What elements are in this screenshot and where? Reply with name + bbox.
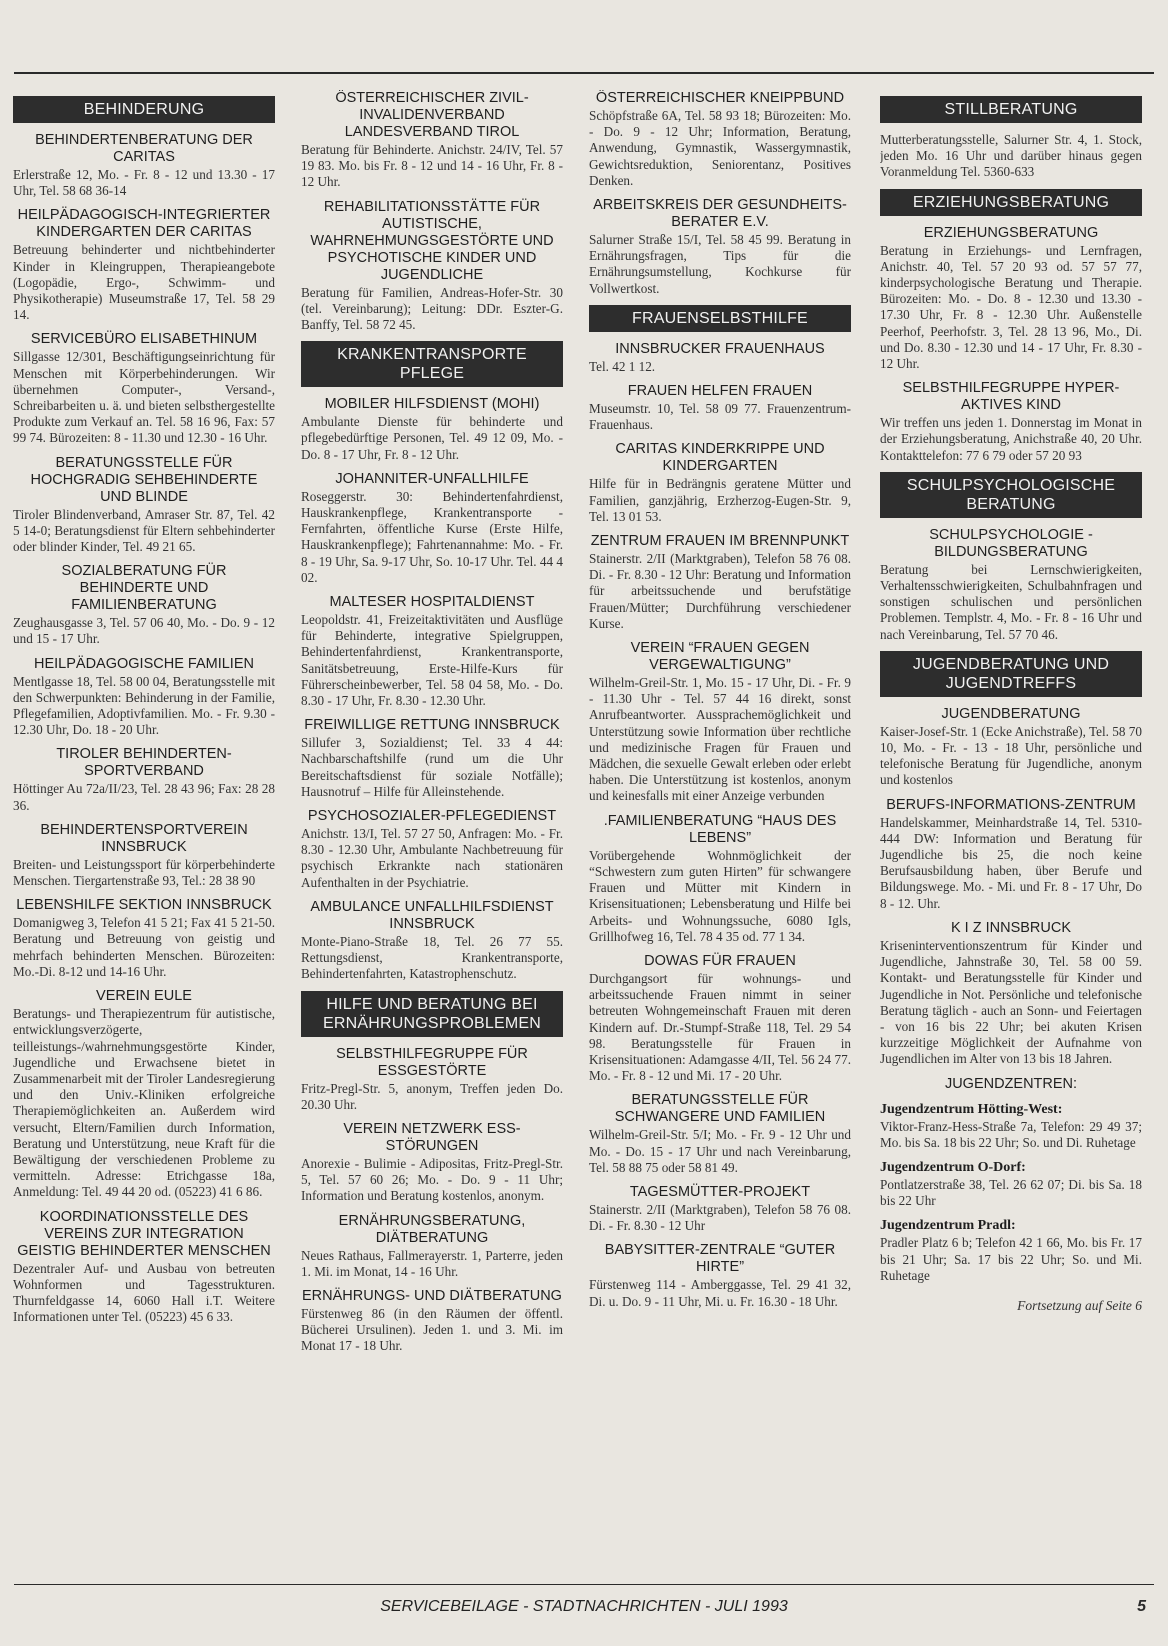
column-4 [880, 90, 1142, 1570]
entry-body: Fürstenweg 86 (in den Räumen der öffentl. Bücherei Ursulinen). Jeden 1. und 3. Mi. im Monat 17 - 18 Uhr. [301, 1305, 563, 1354]
entry-body: Pontlatzerstraße 38, Tel. 26 62 07; Di. bis Sa. 18 bis 22 Uhr [880, 1176, 1142, 1209]
entry-body: Beratungs- und Therapiezentrum für autistische, entwicklungsverzögerte, teilleistungs-/wahrnehmungsgestörte Kinder, Jugendliche und Erwachsene bietet in Zusammenarbeit mit der Tiroler Landesregierung und den Univ.-Kliniken erfolgreiche Therapiemöglichkeiten an. Außerdem wird versucht, Eltern/Familien durch Information, Beratung und Unterstützung, neue Kraft für die Bewältigung der verschiedenen Probleme zu vermitteln. Adresse: Etrichgasse 18a, Anmeldung: Tel. 49 44 20 od. (05223) 41 6 86. [13, 1006, 275, 1200]
section-header: KRANKENTRANSPORTE PFLEGE [301, 341, 563, 387]
directory-entry [13, 822, 275, 889]
entry-title: ERNÄHRUNGS- UND DIÄTBERATUNG [302, 1287, 562, 1304]
entry-title: ÖSTERREICHISCHER ZIVIL-INVALIDENVERBAND LANDESVERBAND TIROL [335, 90, 529, 140]
section-header: SCHULPSYCHOLOGISCHE BERATUNG [880, 472, 1142, 518]
section-header: STILLBERATUNG [880, 96, 1142, 123]
directory-entry [301, 471, 563, 586]
entry-body: Museumstr. 10, Tel. 58 09 77. Frauenzentrum-Frauenhaus. [589, 401, 851, 433]
directory-entry [13, 132, 275, 199]
entry-body: Dezentraler Auf- und Ausbau von betreuten Wohnformen und Tagesstrukturen. Thurnfeldgasse 14, 6060 Hall i.T. Weitere Informationen unter Tel. (05223) 45 6 33. [13, 1260, 275, 1325]
directory-entry [13, 746, 275, 813]
directory-entry [301, 1121, 563, 1205]
entry-title: Jugendzentrum Hötting-West: [880, 1101, 1063, 1117]
entry-body: Salurner Straße 15/I, Tel. 58 45 99. Beratung in Ernährungsfragen, Tips für die Ernährungsumstellung, Kochkurse für Vollwertkost. [589, 232, 851, 296]
directory-entry [589, 1184, 851, 1234]
entry-body: Domanigweg 3, Telefon 41 5 21; Fax 41 5 21-50. Beratung und Betreuung von geistig und mehrfach behinderten Menschen. Bürozeiten: Mo.-Di. 8-12 und 14-16 Uhr. [13, 915, 275, 979]
directory-entry [880, 132, 1142, 181]
entry-title: FRAUEN HELFEN FRAUEN [627, 383, 813, 400]
entry-body: Sillufer 3, Sozialdienst; Tel. 33 4 44: Nachbarschaftshilfe (rund um die Uhr Bereitschaftsdienst für soziale Notfälle); Hausnotruf – Hilfe für Alleinstehende. [301, 735, 563, 799]
entry-title: REHABILITATIONSSTÄTTE FÜR AUTISTISCHE, WAHRNEHMUNGSGESTÖRTE UND PSYCHOTISCHE KINDER UND JUGENDLICHE [310, 198, 554, 283]
entry-title: DOWAS FÜR FRAUEN [644, 952, 796, 969]
directory-entry [301, 899, 563, 983]
entry-body: Tel. 42 1 12. [589, 358, 656, 374]
directory-entry [880, 1076, 1142, 1093]
directory-entry [589, 441, 851, 525]
entry-body: Sillgasse 12/301, Beschäftigungseinrichtung für Menschen mit Körperbehinderungen. Wir übernehmen Computer-, Versand-, Schreibarbeiten u. ä. und bieten selbsthergestellte Produkte zum Verkauf an. Tel. 58 16 96, Fax: 57 99 74. Bürozeiten: 8 - 11.30 und 12.30 - 16 Uhr. [13, 349, 275, 446]
entry-title: JUGENDZENTREN: [944, 1075, 1078, 1092]
entry-body: Anichstr. 13/I, Tel. 57 27 50, Anfragen: Mo. - Fr. 8.30 - 12.30 Uhr, Ambulante Nachbetreuung für psychisch Erkrankte nach stationären Aufenthalten in der Psychiatrie. [301, 826, 563, 890]
directory-entry [13, 1209, 275, 1326]
entry-title: TAGESMÜTTER-PROJEKT [629, 1183, 811, 1200]
top-rule [14, 72, 1154, 74]
entry-title: PSYCHOSOZIALER-PFLEGEDIENST [307, 808, 557, 825]
entry-title: Jugendzentrum O-Dorf: [880, 1159, 1026, 1175]
directory-entry [589, 341, 851, 375]
entry-body: Höttinger Au 72a/II/23, Tel. 28 43 96; Fax: 28 28 36. [13, 781, 275, 813]
continuation-note: Fortsetzung auf Seite 6 [1017, 1297, 1142, 1313]
entry-title: ZENTRUM FRAUEN IM BRENNPUNKT [590, 533, 850, 550]
entry-body: Beratung für Behinderte. Anichstr. 24/IV, Tel. 57 19 83. Mo. bis Fr. 8 - 12 und 14 - 16 Uhr, Fr. 8 - 12 Uhr. [301, 142, 563, 190]
directory-entry [589, 953, 851, 1084]
entry-title: MALTESER HOSPITALDIENST [329, 594, 535, 611]
entry-body: Tiroler Blindenverband, Amraser Str. 87, Tel. 42 5 14-0; Beratungsdienst für Eltern sehbehinderter oder blinder Kinder, Tel. 49 21 65. [13, 506, 275, 555]
entry-body: Betreuung behinderter und nichtbehinderter Kinder in Kleingruppen, Therapieangebote (Logopädie, Ergo-, Schwimm- und Physikotherapie) Museumstraße 17, Tel. 58 29 14. [13, 242, 275, 323]
entry-body: Stainerstr. 2/II (Marktgraben), Telefon 58 76 08. Di. - Fr. 8.30 - 12 Uhr [589, 1201, 851, 1234]
entry-title: SELBSTHILFEGRUPPE FÜR ESSGESTÖRTE [336, 1045, 528, 1079]
entry-body: Zeughausgasse 3, Tel. 57 06 40, Mo. - Do. 9 - 12 und 15 - 17 Uhr. [13, 615, 275, 647]
entry-title: INNSBRUCKER FRAUENHAUS [615, 340, 825, 357]
entry-title: BERUFS-INFORMATIONS-ZENTRUM [886, 796, 1136, 813]
entry-body: Wilhelm-Greil-Str. 1, Mo. 15 - 17 Uhr, Di. - Fr. 9 - 11.30 Uhr - Tel. 57 44 16 direkt, sonst Anrufbeantworter. Aussprachemöglichkeit und Unterstützung sowie Information über rechtliche und medizinische Fragen für Frauen und Mädchen, die sexuelle Gewalt erleben oder erlebt haben. Die Unterstützung ist kostenlos, anonym und keinesfalls mit einer Anzeige verbunden [589, 675, 851, 804]
directory-entry [13, 897, 275, 980]
entry-title: FREIWILLIGE RETTUNG INNSBRUCK [304, 717, 560, 734]
section-header: HILFE UND BERATUNG BEI ERNÄHRUNGSPROBLEMEN [301, 991, 563, 1037]
directory-entry [589, 90, 851, 189]
directory-entry [880, 706, 1142, 789]
directory-entry [589, 640, 851, 805]
directory-entry [13, 988, 275, 1200]
page-number: 5 [1137, 1598, 1146, 1615]
entry-title: ERZIEHUNGSBERATUNG [923, 224, 1099, 241]
entry-title: VEREIN EULE [96, 988, 192, 1005]
directory-entry [880, 527, 1142, 643]
entry-title: CARITAS KINDERKRIPPE UND KINDERGARTEN [615, 441, 825, 475]
section-header: FRAUENSELBSTHILFE [589, 305, 851, 332]
column-3 [589, 90, 851, 1570]
directory-entry [13, 331, 275, 446]
entry-body: Schöpfstraße 6A, Tel. 58 93 18; Bürozeiten: Mo. - Do. 9 - 12 Uhr; Information, Beratung, Anwendung, Gymnastik, Wassergymnastik, Gewichtsreduktion, Seniorentanz, Positives Denken. [589, 108, 851, 188]
entry-body: Mentlgasse 18, Tel. 58 00 04, Beratungsstelle mit den Schwerpunkten: Behinderung in der Familie, Pflegefamilien, Adoptivfamilien. Mo. - Fr. 9.30 - 12.30 Uhr, Do. 18 - 20 Uhr. [13, 673, 275, 738]
entry-body: Beratung bei Lernschwierigkeiten, Verhaltensschwierigkeiten, Schulbahnfragen und sonstigen schulischen und persönlichen Problemen. Templstr. 4, Mo. - Fr. 8 - 16 Uhr und nach Vereinbarung, Tel. 57 70 46. [880, 561, 1142, 642]
entry-title: SCHULPSYCHOLOGIE - BILDUNGSBERATUNG [929, 526, 1093, 560]
section-header: JUGENDBERATUNG UND JUGENDTREFFS [880, 651, 1142, 697]
entry-title: VEREIN “FRAUEN GEGEN VERGEWALTIGUNG” [630, 640, 810, 674]
directory-entry [589, 1092, 851, 1176]
entry-title: ERNÄHRUNGSBERATUNG, DIÄTBERATUNG [338, 1212, 526, 1246]
youth-center-entry [880, 1159, 1142, 1209]
youth-center-entry [880, 1217, 1142, 1284]
directory-entry [880, 920, 1142, 1068]
entry-body: Erlerstraße 12, Mo. - Fr. 8 - 12 und 13.30 - 17 Uhr, Tel. 58 68 36-14 [13, 167, 275, 199]
entry-title: SOZIALBERATUNG FÜR BEHINDERTE UND FAMILIENBERATUNG [61, 563, 227, 614]
entry-body: Roseggerstr. 30: Behindertenfahrdienst, Hauskrankenpflege, Krankentransporte - Fernfahrten, öffentliche Kurse (Erste Hilfe, Hauskrankenpflege); Fahrtenannahme: Mo. - Fr. 8 - 19 Uhr, Sa. 9-17 Uhr, So. 10-17 Uhr. Tel. 44 4 02. [301, 488, 563, 585]
entry-title: KOORDINATIONSSTELLE DES VEREINS ZUR INTEGRATION GEISTIG BEHINDERTER MENSCHEN [17, 1208, 271, 1259]
directory-entry [301, 90, 563, 191]
directory-entry [301, 396, 563, 463]
directory-entry [880, 380, 1142, 464]
entry-title: SERVICEBÜRO ELISABETHINUM [30, 331, 258, 348]
entry-title: Jugendzentrum Pradl: [880, 1218, 1016, 1234]
entry-title: K I Z INNSBRUCK [950, 919, 1072, 936]
entry-title: LEBENSHILFE SEKTION INNSBRUCK [16, 897, 272, 914]
directory-entry [301, 1213, 563, 1280]
entry-body: Monte-Piano-Straße 18, Tel. 26 77 55. Rettungsdienst, Krankentransporte, Behindertenfahrten, Katastrophenschutz. [301, 933, 563, 982]
entry-body: Anorexie - Bulimie - Adipositas, Fritz-Pregl-Str. 5, Tel. 57 60 26; Mo. - Do. 9 - 11 Uhr; Information und Beratung kostenlos, anonym. [301, 1155, 563, 1204]
directory-entry [13, 563, 275, 647]
directory-entry [13, 455, 275, 556]
directory-entry [880, 797, 1142, 912]
entry-title: ARBEITSKREIS DER GESUNDHEITS-BERATER E.V. [593, 197, 847, 231]
directory-entry [301, 1046, 563, 1113]
entry-title: VEREIN NETZWERK ESS-STÖRUNGEN [343, 1120, 521, 1154]
entry-body: Mutterberatungsstelle, Salurner Str. 4, 1. Stock, jeden Mo. 16 Uhr und darüber hinaus gegen Voranmeldung Tel. 5360-633 [880, 132, 1142, 180]
entry-title: JUGENDBERATUNG [941, 705, 1081, 722]
entry-body: Kaiser-Josef-Str. 1 (Ecke Anichstraße), Tel. 58 70 10, Mo. - Fr. - 13 - 18 Uhr, persönliche und telefonische Beratung für Jugendliche, anonym und kostenlos [880, 723, 1142, 788]
footer-text: SERVICEBEILAGE - STADTNACHRICHTEN - JULI 1993 [380, 1598, 788, 1615]
entry-body: Stainerstr. 2/II (Marktgraben), Telefon 58 76 08. Di. - Fr. 8.30 - 12 Uhr: Beratung und Information für arbeitssuchende und berufstätige Frauen/Mütter; Durchführung verschiedener Kurse. [589, 551, 851, 631]
directory-entry [301, 594, 563, 709]
directory-entry [13, 207, 275, 323]
entry-body: Vorübergehende Wohnmöglichkeit der “Schwestern zum guten Hirten” für schwangere Frauen und Mütter mit Kindern in Krisensituationen; Lebensberatung und Hilfe bei Arbeits- und Wohnungssuche, 6080 Igls, Grillhofweg 16, Tel. 78 4 35 od. 77 1 34. [589, 847, 851, 944]
entry-title: HEILPÄDAGOGISCH-INTEGRIERTER KINDERGARTEN DER CARITAS [17, 207, 271, 241]
bottom-rule [14, 1584, 1154, 1585]
directory-entry [589, 813, 851, 945]
entry-title: SELBSTHILFEGRUPPE HYPER-AKTIVES KIND [902, 380, 1120, 414]
directory-entry [13, 656, 275, 739]
directory-entry [589, 533, 851, 632]
entry-title: .FAMILIENBERATUNG “HAUS DES LEBENS” [603, 812, 837, 846]
directory-entry [301, 199, 563, 334]
entry-title: BABYSITTER-ZENTRALE “GUTER HIRTE” [604, 1242, 836, 1276]
entry-title: JOHANNITER-UNFALLHILFE [335, 470, 529, 487]
directory-entry [301, 1288, 563, 1355]
directory-entry [589, 197, 851, 297]
entry-title: TIROLER BEHINDERTEN-SPORTVERBAND [56, 746, 232, 780]
entry-body: Handelskammer, Meinhardstraße 14, Tel. 5310-444 DW: Information und Beratung für Jugendliche bis 25, die noch keine Berufsausbildung haben, über Berufe und Bildungswege. Mo. - Mi. und Fr. 8 - 17 Uhr, Do 8 - 12. Uhr. [880, 814, 1142, 911]
entry-body: Wilhelm-Greil-Str. 5/I; Mo. - Fr. 9 - 12 Uhr und Mo. - Do. 15 - 17 Uhr und nach Vereinbarung, Tel. 58 88 75 oder 58 81 49. [589, 1127, 851, 1175]
section-header: BEHINDERUNG [13, 96, 275, 123]
entry-body: Wir treffen uns jeden 1. Donnerstag im Monat in der Erziehungsberatung, Anichstraße 40, 20 Uhr. Kontakttelefon: 77 6 79 oder 57 20 93 [880, 415, 1142, 463]
entry-title: BERATUNGSSTELLE FÜR HOCHGRADIG SEHBEHINDERTE UND BLINDE [30, 454, 258, 505]
entry-title: ÖSTERREICHISCHER KNEIPPBUND [595, 90, 845, 106]
entry-title: HEILPÄDAGOGISCHE FAMILIEN [34, 655, 254, 672]
entry-body: Durchgangsort für wohnungs- und arbeitssuchende Frauen nimmt in seiner betreuten Wohngemeinschaft Frauen mit deren Kindern auf. Dr.-Stumpf-Straße 118, Tel. 29 54 98. Beratungsstelle für Frauen in Krisensituationen: Adamgasse 4/II, Tel. 56 24 77. Mo. - Fr. 8 - 12 und Mi. 17 - 20 Uhr. [589, 970, 851, 1084]
entry-title: MOBILER HILFSDIENST (MOHI) [324, 396, 540, 413]
youth-center-entry [880, 1101, 1142, 1151]
entry-body: Hilfe für in Bedrängnis geratene Mütter und Familien, ganzjährig, Erzherzog-Eugen-Str. 9, Tel. 13 01 53. [589, 476, 851, 524]
entry-body: Neues Rathaus, Fallmerayerstr. 1, Parterre, jeden 1. Mi. im Monat, 14 - 16 Uhr. [301, 1247, 563, 1279]
column-2 [301, 90, 563, 1570]
entry-title: BEHINDERTENBERATUNG DER CARITAS [35, 132, 253, 165]
entry-body: Breiten- und Leistungssport für körperbehinderte Menschen. Tiergartenstraße 93, Tel.: 28 38 90 [13, 856, 275, 889]
entry-body: Fürstenweg 114 - Amberggasse, Tel. 29 41 32, Di. u. Do. 9 - 11 Uhr, Mi. u. Fr. 16.30 - 18 Uhr. [589, 1277, 851, 1309]
directory-entry [301, 717, 563, 800]
directory-entry [880, 225, 1142, 373]
entry-title: BERATUNGSSTELLE FÜR SCHWANGERE UND FAMILIEN [614, 1092, 826, 1126]
entry-title: AMBULANCE UNFALLHILFSDIENST INNSBRUCK [310, 898, 554, 932]
directory-entry [301, 808, 563, 891]
entry-body: Pradler Platz 6 b; Telefon 42 1 66, Mo. bis Fr. 17 bis 21 Uhr; Sa. 17 bis 22 Uhr; So. und Mi. Ruhetage [880, 1235, 1142, 1283]
entry-title: BEHINDERTENSPORTVEREIN INNSBRUCK [40, 821, 248, 855]
entry-body: Beratung für Familien, Andreas-Hofer-Str. 30 (tel. Vereinbarung); Leitung: DDr. Eszter-G. Banffy, Tel. 58 72 45. [301, 284, 563, 333]
entry-body: Viktor-Franz-Hess-Straße 7a, Telefon: 29 49 37; Mo. bis Sa. 18 bis 22 Uhr; So. und Di. Ruhetage [880, 1118, 1142, 1150]
entry-body: Beratung in Erziehungs- und Lernfragen, Anichstr. 40, Tel. 57 20 93 od. 57 57 77, kinderpsychologische Beratung und Therapie. Bürozeiten: Mo. - Do. 8 - 12.30 und 13.30 - 17.30 Uhr, Fr. 8 - 12.30 Uhr. Außenstelle Peerhof, Peerhofstr. 3, Tel. 28 13 96, Mo., Di. und Do. 8.30 - 12.30 und 14 - 17 Uhr, Fr. 8.30 - 12 Uhr. [880, 242, 1142, 372]
column-1 [13, 90, 275, 1570]
entry-body: Ambulante Dienste für behinderte und pflegebedürftige Personen, Tel. 49 12 09, Mo. - Do. 8 - 17 Uhr, Fr. 8 - 12 Uhr. [301, 414, 563, 462]
directory-entry [589, 1242, 851, 1309]
entry-body: Kriseninterventionszentrum für Kinder und Jugendliche, Jahnstraße 30, Tel. 58 00 59. Kontakt- und Beratungsstelle für Kinder und Jugendliche in Not. Persönliche und telefonische Beratung täglich - auch an Sonn- und Feiertagen - von 16 bis 22 Uhr; bei akuten Krisen kurzzeitige Möglichkeit der Aufnahme von Jugendlichen im Alter von 13 bis 18 Jahren. [880, 937, 1142, 1067]
directory-entry [589, 383, 851, 433]
entry-body: Leopoldstr. 41, Freizeitaktivitäten und Ausflüge für Behinderte, integrative Spielgruppen, Behindertenfahrdienst, Krankentransporte, Sanitätsbetreuung, Erste-Hilfe-Kurs für Führerscheinbewerber, Tel. 58 04 58, Mo. - Do. 8.30 - 17 Uhr, Fr. 8.30 - 12.30 Uhr. [301, 612, 563, 709]
section-header: ERZIEHUNGSBERATUNG [880, 189, 1142, 216]
entry-body: Fritz-Pregl-Str. 5, anonym, Treffen jeden Do. 20.30 Uhr. [301, 1080, 563, 1112]
